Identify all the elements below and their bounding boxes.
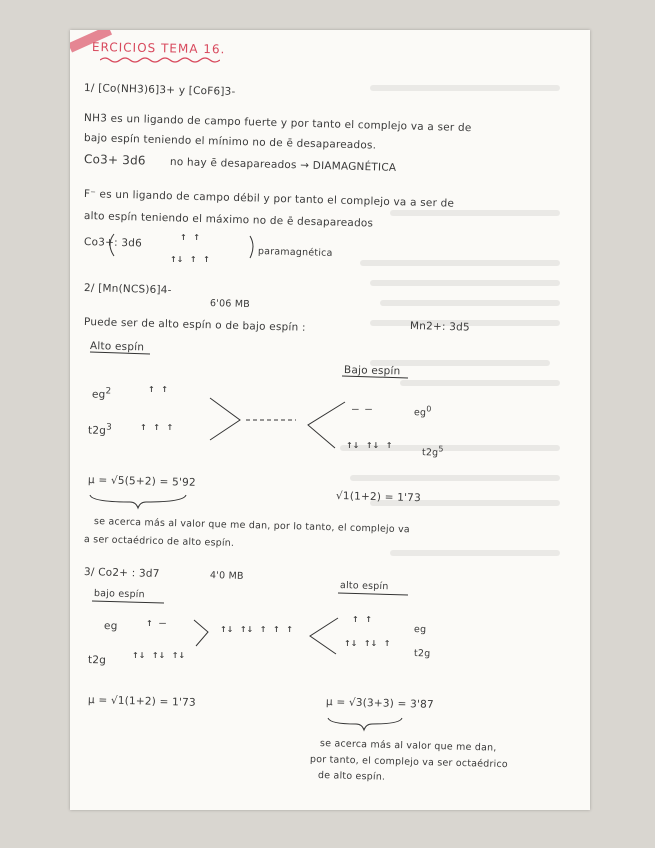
ex2-eg-label	[92, 386, 112, 401]
ex2-conclusion-2: a ser octaédrico de alto espín.	[83, 534, 235, 549]
ex1-line1: NH3 es un ligando de campo fuerte y por tanto el complejo va a ser de	[83, 112, 472, 135]
ex2-conclusion-1: se acerca más al valor que me dan, por lo tanto, el complejo va	[93, 516, 411, 536]
ex1-line2: bajo espín teniendo el mínimo no de ē desapareados.	[83, 132, 377, 152]
ex3-high-t2g-label: t2g	[413, 648, 431, 660]
ex2-alto-label: Alto espín	[89, 340, 145, 354]
ex3-eg-label: eg	[103, 620, 118, 633]
ex3-bajo-label: bajo espín	[93, 588, 145, 601]
ex2-line1: Puede ser de alto espín o de bajo espín :	[83, 316, 306, 334]
ex3-header: 3/ Co2+ : 3d7	[83, 566, 160, 580]
ex2-t2g-orbitals: ↑ ↑ ↑	[140, 420, 174, 433]
ex3-t2g-label: t2g	[87, 654, 107, 667]
ex2-left-split	[210, 398, 240, 440]
ex3-mu-high: μ = √3(3+3) = 3'87	[325, 696, 435, 711]
ex2-right-split	[308, 402, 345, 448]
ex2-config: Mn2+: 3d5	[409, 320, 471, 334]
ex3-high-eg-label: eg	[413, 624, 427, 636]
ex3-center-orbitals: ↑↓ ↑↓ ↑ ↑ ↑	[220, 622, 293, 635]
ex1-line4: F⁻ es un ligando de campo débil y por tanto el complejo va a ser de	[83, 188, 455, 210]
ex1-config-high: Co3+: 3d6	[83, 236, 143, 250]
ex2-t2g-label	[88, 422, 112, 437]
low-t2g-text: t2g	[421, 447, 439, 459]
ex3-alto-label: alto espín	[339, 580, 389, 593]
ex1-eg-orbitals: ↑ ↑	[180, 230, 200, 243]
ex2-mu-high: μ = √5(5+2) = 5'92	[87, 474, 197, 489]
ex2-low-t2g-label	[422, 444, 444, 459]
low-eg-count: 0	[426, 404, 432, 414]
ex1-header: 1/ [Co(NH3)6]3+ y [CoF6]3-	[83, 82, 236, 98]
ex2-eg-orbitals: ↑ ↑	[148, 382, 168, 395]
ex3-low-eg-orbitals: ↑ —	[146, 616, 166, 629]
ex2-bajo-label: Bajo espín	[343, 364, 401, 378]
ex3-moment: 4'0 MB	[209, 570, 244, 582]
ex2-low-t2g-orbitals: ↑↓ ↑↓ ↑	[346, 438, 393, 451]
ex1-line5: alto espín teniendo el máximo no de ē desapareados	[83, 210, 374, 230]
t2g-text: t2g	[87, 424, 107, 437]
ex3-mu-low: μ = √1(1+2) = 1'73	[87, 694, 197, 709]
ex3-low-t2g-orbitals: ↑↓ ↑↓ ↑↓	[132, 648, 185, 661]
low-t2g-count: 5	[438, 444, 444, 454]
ex2-low-eg-orbitals: — —	[352, 402, 372, 415]
ex2-mu-brace	[90, 495, 186, 508]
title-squiggle	[100, 56, 220, 64]
ex1-diamagnetic: no hay ē desapareados → DIAMAGNÉTICA	[169, 156, 397, 174]
page-title: ERCICIOS TEMA 16.	[91, 40, 226, 57]
eg-text: eg	[91, 388, 106, 401]
t2g-count: 3	[105, 422, 113, 433]
ex3-high-eg-orbitals: ↑ ↑	[352, 612, 372, 625]
ex3-conclusion-3: de alto espín.	[317, 770, 386, 783]
ex1-config-low: Co3+ 3d6	[83, 152, 146, 168]
ex1-right-bracket	[250, 236, 253, 258]
ex2-header: 2/ [Mn(NCS)6]4-	[83, 282, 172, 297]
ex3-mu-brace	[328, 718, 402, 730]
ex1-paramagnetic: paramagnética	[257, 246, 333, 259]
ex2-moment: 6'06 MB	[209, 298, 251, 311]
ex3-bajo-underline	[92, 601, 164, 603]
ex3-conclusion-1: se acerca más al valor que me dan,	[319, 738, 497, 754]
eg-count: 2	[105, 386, 112, 397]
ex2-low-eg-label	[414, 404, 432, 419]
low-eg-text: eg	[413, 407, 427, 419]
ex3-left-split	[194, 620, 208, 646]
notebook-page	[70, 30, 590, 810]
ex3-alto-underline	[338, 593, 408, 595]
ex3-high-t2g-orbitals: ↑↓ ↑↓ ↑	[344, 636, 391, 649]
ex2-mu-low: √1(1+2) = 1'73	[335, 490, 422, 505]
ex3-conclusion-2: por tanto, el complejo va ser octaédrico	[309, 754, 508, 771]
ex1-t2g-orbitals: ↑↓ ↑ ↑	[170, 252, 210, 265]
ex3-right-split	[310, 618, 338, 654]
